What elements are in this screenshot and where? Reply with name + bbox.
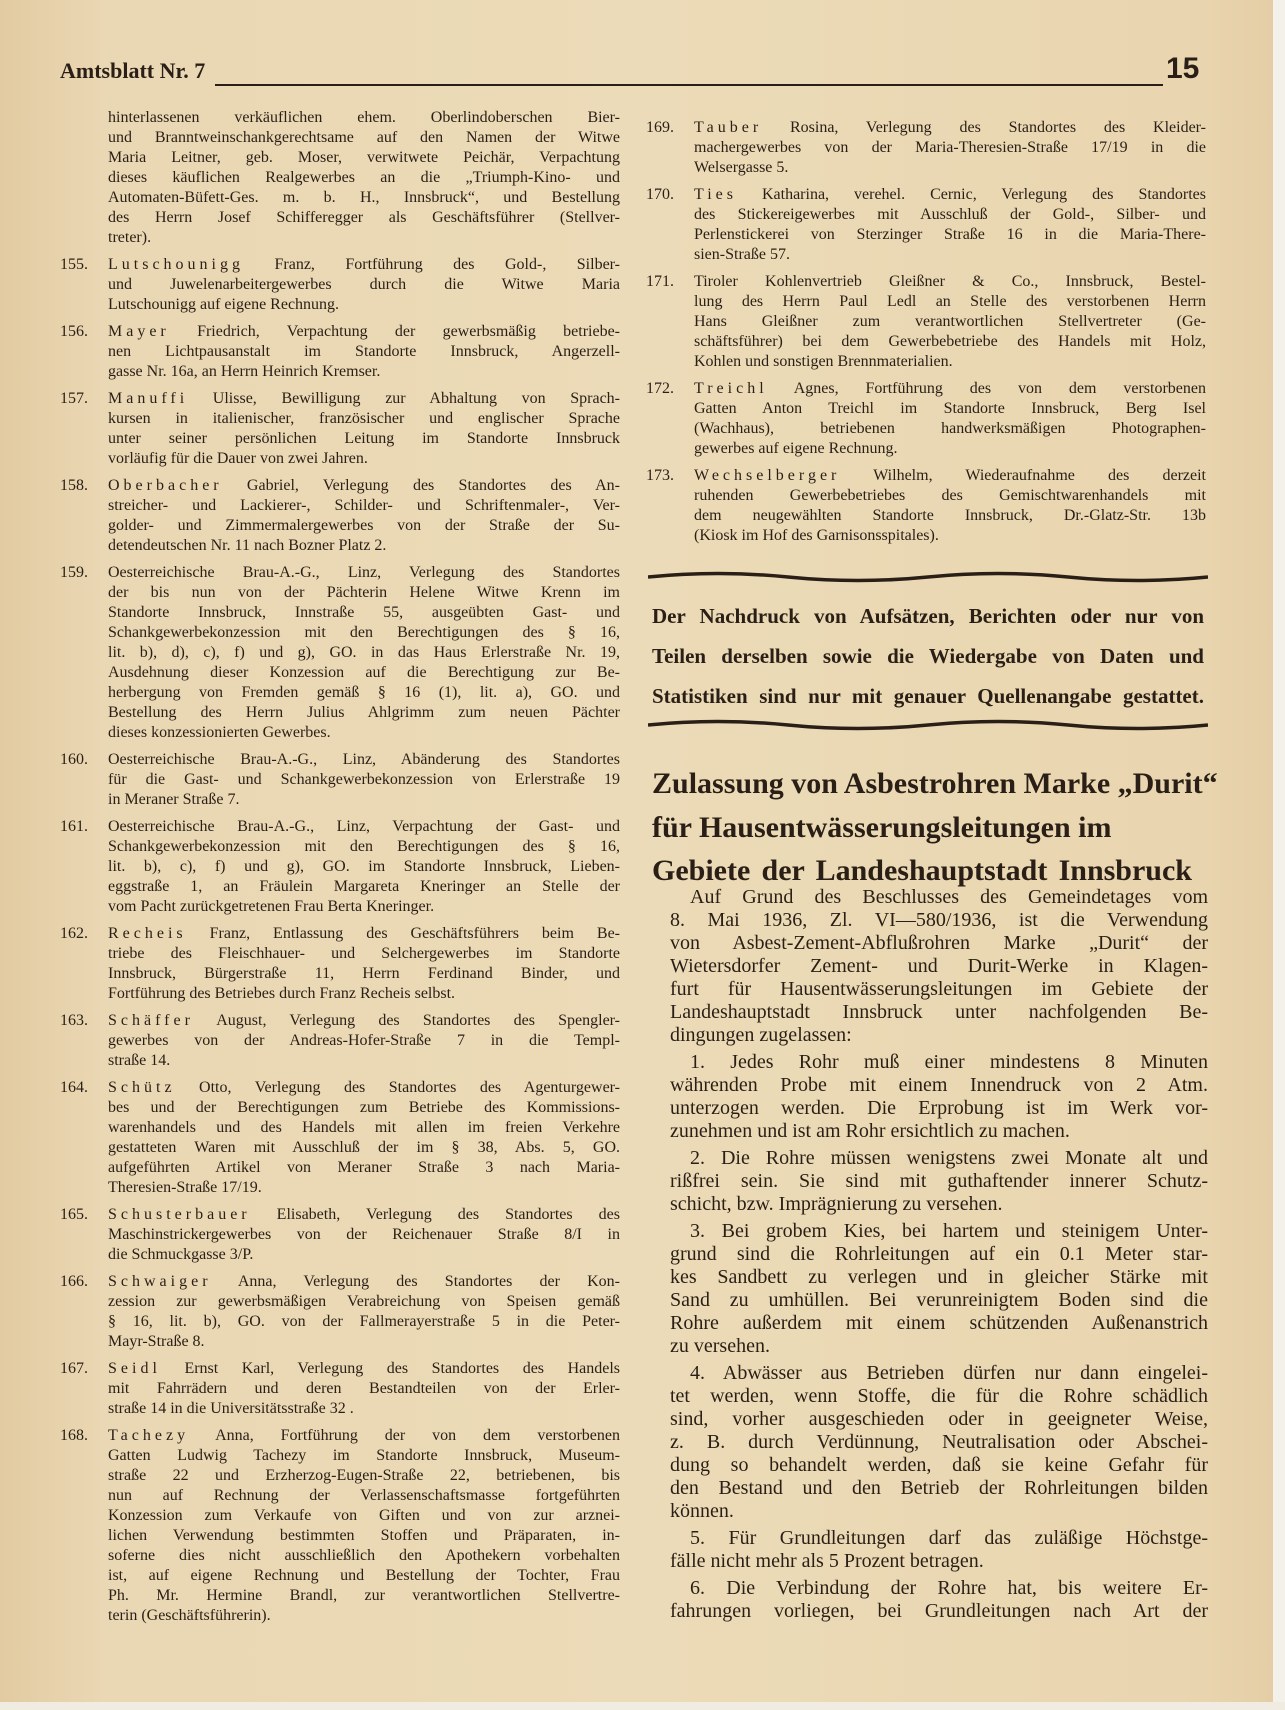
headline-line: Zulassung von Asbestrohren Marke „Durit“ <box>652 767 1218 800</box>
line-text: Schankgewerbekonzession mit den Berechtigungen des § 16, <box>108 838 620 855</box>
entry-name: Ties <box>694 186 737 203</box>
text-line <box>108 1245 620 1265</box>
line-text: Elisabeth, Verlegung des Standortes des <box>276 1206 620 1223</box>
text-line <box>108 1359 620 1379</box>
line-text: Oesterreichische Brau-A.-G., Linz, Verpachtung der Gast- und <box>108 818 620 835</box>
page-edge <box>1273 0 1285 1710</box>
line-text: herbergung von Fremden gemäß § 16 (1), lit. a), GO. und <box>108 684 620 701</box>
entry-number: 169. <box>646 119 674 136</box>
text-line: furt für Hausentwässerungsleitungen im Gebiete der <box>670 978 1208 1000</box>
entry-name: Schütz <box>108 1079 176 1096</box>
entry-number: 167. <box>60 1360 88 1377</box>
text-line <box>108 924 620 944</box>
line-text: gewerbes auf eigene Rechnung. <box>694 440 898 457</box>
text-line <box>694 292 1206 312</box>
register-entry <box>60 1011 620 1071</box>
entry-number: 155. <box>60 256 88 273</box>
line-text: Perlenstickerei von Sterzinger Straße 16 in die Maria-There- <box>694 226 1206 243</box>
text-line <box>108 168 620 188</box>
line-text: dieses konzessionierten Gewerbes. <box>108 724 331 741</box>
page-number: 15 <box>1166 52 1200 85</box>
publication-title: Amtsblatt Nr. 7 <box>60 58 206 83</box>
line-text: Ernst Karl, Verlegung des Standortes des Handels <box>184 1360 620 1377</box>
line-text: Innsbruck, Bürgerstraße 11, Herrn Ferdinand Binder, und <box>108 965 620 982</box>
text-line <box>108 389 620 409</box>
line-text: gewerbes von der Andreas-Hofer-Straße 7 in die Templ- <box>108 1032 620 1049</box>
line-text: zession zur gewerbsmäßigen Verabreichung von Speisen gemäß <box>108 1293 620 1310</box>
entry-name: Tauber <box>694 119 763 136</box>
text-line <box>108 964 620 984</box>
line-text: Katharina, verehel. Cernic, Verlegung des Standortes <box>761 186 1206 203</box>
text-line: zunehmen und ist am Rohr ersichtlich zu machen. <box>670 1120 1070 1142</box>
text-line <box>108 1466 620 1486</box>
text-line <box>108 1506 620 1526</box>
text-line: rißfrei sein. Sie sind mit guthaftender innerer Schutz- <box>670 1170 1208 1192</box>
line-text: Gatten Ludwig Tachezy im Standorte Innsbruck, Museum- <box>108 1447 620 1464</box>
text-line <box>694 205 1206 225</box>
line-text: straße 14 in die Universitätsstraße 32 . <box>108 1400 354 1417</box>
text-line <box>108 148 620 168</box>
line-text: § 16, lit. b), GO. von der Fallmerayerstraße 5 in die Peter- <box>108 1313 620 1330</box>
text-line <box>108 583 620 603</box>
text-line <box>694 399 1206 419</box>
register-entry <box>60 1359 620 1419</box>
entry-number: 164. <box>60 1079 88 1096</box>
entry-name: Tachezy <box>108 1427 190 1444</box>
line-text: treter). <box>108 229 152 246</box>
line-text: des Herrn Josef Schifferegger als Geschäftsführer (Stellver- <box>108 209 620 226</box>
line-text: terin (Geschäftsführerin). <box>108 1607 271 1624</box>
text-line: Auf Grund des Beschlusses des Gemeindetages vom <box>690 886 1208 908</box>
line-text: golder- und Zimmermalergewerbes von der Straße der Su- <box>108 517 620 534</box>
entry-name: Recheis <box>108 925 187 942</box>
text-line <box>694 352 1206 372</box>
line-text: triebe des Fleischhauer- und Selchergewerbes im Standorte <box>108 945 620 962</box>
continued-entry <box>60 108 620 248</box>
text-line <box>108 1606 620 1626</box>
register-entry <box>646 118 1206 178</box>
line-text: dieses käuflichen Realgewerbes an die „Triumph-Kino- und <box>108 169 620 186</box>
register-entry <box>60 924 620 1004</box>
text-line <box>108 837 620 857</box>
headline-line: für Hausentwässerungsleitungen im <box>652 810 1112 844</box>
text-line <box>694 245 1206 265</box>
line-text: Franz, Entlassung des Geschäftsführers beim Be- <box>209 925 621 942</box>
register-entry <box>60 817 620 917</box>
entry-number: 173. <box>646 467 674 484</box>
line-text: machergewerbes von der Maria-Theresien-Straße 17/19 in die <box>694 139 1206 156</box>
headline-line: Gebiete der Landeshauptstadt Innsbruck <box>652 854 1192 887</box>
text-line <box>108 683 620 703</box>
entry-name: Schwaiger <box>108 1273 212 1290</box>
text-line: z. B. durch Verdünnung, Neutralisation oder Abschei- <box>670 1431 1208 1453</box>
line-text: aufgeführten Artikel von Meraner Straße 3 nach Maria- <box>108 1159 620 1176</box>
notice-line: Teilen derselben sowie die Wiedergabe von Daten und <box>652 644 1204 668</box>
line-text: Konzession zum Verkaufe von Giften und von zur arznei- <box>108 1507 620 1524</box>
text-line <box>108 1486 620 1506</box>
line-text: Wilhelm, Wiederaufnahme des derzeit <box>873 467 1207 484</box>
line-text: warenhandels und des Handels mit allen im freien Verkehre <box>108 1119 620 1136</box>
text-line <box>108 409 620 429</box>
text-line <box>108 342 620 362</box>
line-text: Fortführung des Betriebes durch Franz Recheis selbst. <box>108 985 456 1002</box>
line-text: August, Verlegung des Standortes des Spengler- <box>216 1012 621 1029</box>
entry-name: Treichl <box>694 380 768 397</box>
text-line <box>108 1051 620 1071</box>
text-line <box>694 138 1206 158</box>
entry-number: 168. <box>60 1427 88 1444</box>
text-line <box>108 362 620 382</box>
entry-number: 166. <box>60 1273 88 1290</box>
line-text: eggstraße 1, an Fräulein Margareta Kneringer an Stelle der <box>108 878 620 895</box>
text-line: Landeshauptstadt Innsbruck unter nachfolgenden Be- <box>670 1001 1208 1023</box>
register-entry <box>60 255 620 315</box>
text-line: grund sind die Rohrleitungen auf ein 0.1 Meter star- <box>670 1243 1208 1265</box>
text-line <box>694 158 1206 178</box>
line-text: Gatten Anton Treichl im Standorte Innsbruck, Berg Isel <box>694 400 1206 417</box>
entry-name: Manuffi <box>108 390 189 407</box>
line-text: Standorte Innsbruck, Innstraße 55, ausgeübten Gast- und <box>108 604 620 621</box>
text-line <box>108 603 620 623</box>
article-paragraph <box>670 1051 1208 1143</box>
text-line <box>108 1011 620 1031</box>
text-line: 4. Abwässer aus Betrieben dürfen nur dann eingelei- <box>690 1362 1208 1384</box>
register-entry <box>60 1078 620 1198</box>
text-line: fahrungen vorliegen, bei Grundleitungen nach Art der <box>670 1600 1208 1622</box>
article-paragraph <box>670 1220 1208 1358</box>
line-text: Agnes, Fortführung des von dem verstorbenen <box>793 380 1207 397</box>
text-line <box>694 466 1206 486</box>
entry-name: Lutschounigg <box>108 256 244 273</box>
text-line <box>108 1205 620 1225</box>
register-entry <box>60 750 620 810</box>
text-line <box>108 944 620 964</box>
text-line <box>694 379 1206 399</box>
article-paragraph <box>670 1527 1208 1573</box>
entry-number: 162. <box>60 925 88 942</box>
text-line <box>694 526 1206 546</box>
register-entry <box>60 476 620 556</box>
article-paragraph <box>670 1147 1208 1216</box>
wavy-rule-bottom <box>648 718 1208 732</box>
text-line <box>108 1272 620 1292</box>
text-line: fälle nicht mehr als 5 Prozent betragen. <box>670 1550 984 1572</box>
line-text: Oesterreichische Brau-A.-G., Linz, Verlegung des Standortes <box>108 564 620 581</box>
line-text: Mayr-Straße 8. <box>108 1333 205 1350</box>
text-line: tet werden, wenn Stoffe, die für die Rohre schädlich <box>670 1385 1208 1407</box>
text-line: währenden Probe mit einem Innendruck von 2 Atm. <box>670 1074 1208 1096</box>
line-text: Schankgewerbekonzession mit den Berechtigungen des § 16, <box>108 624 620 641</box>
text-line <box>108 723 620 743</box>
line-text: vom Pacht zurückgetretenen Frau Berta Kneringer. <box>108 898 435 915</box>
text-line <box>108 1332 620 1352</box>
left-column <box>60 108 620 1633</box>
register-entry <box>60 1205 620 1265</box>
text-line <box>108 1586 620 1606</box>
line-text: Anna, Fortführung der von dem verstorbenen <box>215 1427 621 1444</box>
text-line: 8. Mai 1936, Zl. VI—580/1936, ist die Verwendung <box>670 909 1208 931</box>
line-text: Gabriel, Verlegung des Standortes des An- <box>246 477 621 494</box>
text-line <box>108 449 620 469</box>
text-line <box>108 1158 620 1178</box>
text-line: schicht, bzw. Imprägnierung zu versehen. <box>670 1193 1003 1215</box>
register-entry <box>646 379 1206 459</box>
text-line <box>108 1312 620 1332</box>
text-line <box>108 663 620 683</box>
text-line <box>694 225 1206 245</box>
line-text: soferne dies nicht ausschließlich den Apothekern vorbehalten <box>108 1547 620 1564</box>
line-text: straße 14. <box>108 1052 171 1069</box>
line-text: (Kiosk im Hof des Garnisonsspitales). <box>694 527 939 544</box>
text-line: den Bestand und den Betrieb der Rohrleitungen bilden <box>670 1477 1208 1499</box>
line-text: Hans Gleißner zum verantwortlichen Stellvertreter (Ge- <box>694 313 1206 330</box>
line-text: Automaten-Büfett-Ges. m. b. H., Innsbruck“, und Bestellung <box>108 189 620 206</box>
article-paragraph <box>670 1577 1208 1623</box>
line-text: Lutschounigg auf eigene Rechnung. <box>108 296 340 313</box>
entry-name: Schäffer <box>108 1012 194 1029</box>
text-line: Wietersdorfer Zement- und Durit-Werke in Klagen- <box>670 955 1208 977</box>
text-line <box>108 108 620 128</box>
text-line <box>108 1138 620 1158</box>
line-text: dem neugewählten Standorte Innsbruck, Dr.-Glatz-Str. 13b <box>694 507 1206 524</box>
line-text: Ph. Mr. Hermine Brandl, zur verantwortlichen Stellvertre- <box>108 1587 620 1604</box>
line-text: Tiroler Kohlenvertrieb Gleißner & Co., Innsbruck, Bestel- <box>694 273 1206 290</box>
text-line <box>108 516 620 536</box>
line-text: ist, auf eigene Rechnung und Bestellung der Tochter, Frau <box>108 1567 620 1584</box>
notice-line: Statistiken sind nur mit genauer Quellenangabe gestattet. <box>652 684 1204 708</box>
text-line <box>108 1098 620 1118</box>
line-text: gasse Nr. 16a, an Herrn Heinrich Kremser. <box>108 363 381 380</box>
line-text: lichen Verwendung bestimmten Stoffen und Präparaten, in- <box>108 1527 620 1544</box>
entry-number: 172. <box>646 380 674 397</box>
text-line: Sand zu umhüllen. Bei verunreinigtem Boden sind die <box>670 1289 1208 1311</box>
line-text: Oesterreichische Brau-A.-G., Linz, Abänderung des Standortes <box>108 751 620 768</box>
text-line <box>108 790 620 810</box>
line-text: der bis nun von der Pächterin Helene Witwe Krenn im <box>108 584 620 601</box>
text-line <box>108 984 620 1004</box>
text-line <box>108 255 620 275</box>
register-entry <box>60 389 620 469</box>
text-line <box>108 476 620 496</box>
article-paragraph <box>670 886 1208 1047</box>
line-text: straße 22 und Erzherzog-Eugen-Straße 22, betriebenen, bis <box>108 1467 620 1484</box>
text-line: zu versehen. <box>670 1335 770 1357</box>
register-entry <box>60 1272 620 1352</box>
text-line <box>108 1379 620 1399</box>
text-line <box>108 1566 620 1586</box>
text-line <box>108 128 620 148</box>
text-line <box>108 623 620 643</box>
text-line <box>108 429 620 449</box>
text-line <box>108 857 620 877</box>
line-text: Bestellung des Herrn Julius Ahlgrimm zum neuen Pächter <box>108 704 620 721</box>
entry-name: Schusterbauer <box>108 1206 251 1223</box>
text-line <box>108 1526 620 1546</box>
text-line: Rohre außerdem mit einem schützenden Außenanstrich <box>670 1312 1208 1334</box>
text-line <box>108 536 620 556</box>
text-line: können. <box>670 1500 734 1522</box>
line-text: streicher- und Lackierer-, Schilder- und Schriftenmaler-, Ver- <box>108 497 620 514</box>
line-text: für die Gast- und Schankgewerbekonzession von Erlerstraße 19 <box>108 771 620 788</box>
text-line <box>694 118 1206 138</box>
text-line <box>108 1178 620 1198</box>
line-text: Friedrich, Verpachtung der gewerbsmäßig betriebe- <box>197 323 621 340</box>
line-text: Ulisse, Bewilligung zur Abhaltung von Sprach- <box>212 390 620 407</box>
line-text: und Branntweinschankgerechtsame auf den Namen der Witwe <box>108 129 620 146</box>
line-text: des Stickereigewerbes mit Ausschluß der Gold-, Silber- und <box>694 206 1206 223</box>
line-text: Ausdehnung dieser Konzession auf die Berechtigung zur Be- <box>108 664 620 681</box>
entry-number: 158. <box>60 477 88 494</box>
text-line <box>108 817 620 837</box>
line-text: nun auf Rechnung der Verlassenschaftsmasse fortgeführten <box>108 1487 620 1504</box>
line-text: kursen in italienischer, französischer und englischer Sprache <box>108 410 620 427</box>
text-line <box>108 897 620 917</box>
entry-number: 157. <box>60 390 88 407</box>
line-text: nen Lichtpausanstalt im Standorte Innsbruck, Angerzell- <box>108 343 620 360</box>
line-text: vorläufig für die Dauer von zwei Jahren. <box>108 450 368 467</box>
register-entry <box>60 563 620 743</box>
line-text: lit. b), c), f) und g), GO. im Standorte Innsbruck, Lieben- <box>108 858 620 875</box>
line-text: ruhenden Gewerbebetriebes des Gemischtwarenhandels mit <box>694 487 1206 504</box>
text-line <box>108 1078 620 1098</box>
article-paragraph <box>670 1362 1208 1523</box>
register-entry <box>646 272 1206 372</box>
page-edge-bottom <box>0 1702 1285 1710</box>
notice-line: Der Nachdruck von Aufsätzen, Berichten oder nur von <box>652 604 1204 628</box>
text-line <box>108 208 620 228</box>
text-line <box>108 1118 620 1138</box>
text-line <box>108 703 620 723</box>
line-text: Theresien-Straße 17/19. <box>108 1179 262 1196</box>
entry-name: Mayer <box>108 323 170 340</box>
line-text: Rosina, Verlegung des Standortes des Kleider- <box>789 119 1207 136</box>
text-line <box>108 1292 620 1312</box>
reprint-notice <box>652 596 1204 716</box>
text-line <box>108 877 620 897</box>
line-text: schäftsführer) bei dem Gewerbebetriebe des Handels mit Holz, <box>694 333 1206 350</box>
text-line: 2. Die Rohre müssen wenigstens zwei Monate alt und <box>690 1147 1208 1169</box>
wavy-rule-top <box>648 570 1208 584</box>
text-line: von Asbest-Zement-Abflußrohren Marke „Durit“ der <box>670 932 1208 954</box>
entry-number: 160. <box>60 751 88 768</box>
line-text: Anna, Verlegung des Standortes der Kon- <box>237 1273 620 1290</box>
text-line: unterzogen werden. Die Erprobung ist im Werk vor- <box>670 1097 1208 1119</box>
text-line <box>694 332 1206 352</box>
article-body <box>670 886 1208 1627</box>
text-line: 1. Jedes Rohr muß einer mindestens 8 Minuten <box>690 1051 1208 1073</box>
entry-number: 170. <box>646 186 674 203</box>
text-line <box>108 1031 620 1051</box>
entry-name: Seidl <box>108 1360 161 1377</box>
text-line <box>108 563 620 583</box>
article-headline <box>652 762 1218 893</box>
line-text: Maschinstrickergewerbes von der Reichenauer Straße 8/I in <box>108 1226 620 1243</box>
text-line <box>108 750 620 770</box>
register-entry <box>646 466 1206 546</box>
line-text: hinterlassenen verkäuflichen ehem. Oberlindoberschen Bier- <box>108 109 620 126</box>
text-line: sind, vorher ausgeschieden oder in geeigneter Weise, <box>670 1408 1208 1430</box>
text-line <box>694 486 1206 506</box>
text-line: 6. Die Verbindung der Rohre hat, bis weitere Er- <box>690 1577 1208 1599</box>
line-text: in Meraner Straße 7. <box>108 791 240 808</box>
entry-number: 165. <box>60 1206 88 1223</box>
text-line: 5. Für Grundleitungen darf das zuläßige Höchstge- <box>690 1527 1208 1549</box>
text-line: kes Sandbett zu verlegen und in gleicher Stärke mit <box>670 1266 1208 1288</box>
register-entry <box>60 322 620 382</box>
text-line: dingungen zugelassen: <box>670 1024 852 1046</box>
right-column-entries <box>646 118 1206 553</box>
text-line <box>694 272 1206 292</box>
text-line <box>108 1426 620 1446</box>
line-text: lit. b), d), c), f) und g), GO. in das Haus Erlerstraße Nr. 19, <box>108 644 620 661</box>
line-text: detendeutschen Nr. 11 nach Bozner Platz 2. <box>108 537 387 554</box>
text-line <box>108 188 620 208</box>
line-text: mit Fahrrädern und deren Bestandteilen von der Erler- <box>108 1380 620 1397</box>
line-text: gestatteten Waren mit Ausschluß der im § 38, Abs. 5, GO. <box>108 1139 620 1156</box>
entry-name: Oberbacher <box>108 477 223 494</box>
text-line <box>108 1225 620 1245</box>
line-text: Welsergasse 5. <box>694 159 789 176</box>
header-rule <box>215 84 1163 86</box>
entry-number: 156. <box>60 323 88 340</box>
text-line <box>108 1546 620 1566</box>
entry-number: 159. <box>60 564 88 581</box>
line-text: und Juwelenarbeitergewerbes durch die Witwe Maria <box>108 276 620 293</box>
line-text: unter seiner persönlichen Leitung im Standorte Innsbruck <box>108 430 620 447</box>
line-text: (Wachhaus), betriebenen handwerksmäßigen Photographen- <box>694 420 1206 437</box>
register-entry <box>60 1426 620 1626</box>
text-line <box>694 312 1206 332</box>
line-text: Kohlen und sonstigen Brennmaterialien. <box>694 353 953 370</box>
text-line <box>108 496 620 516</box>
text-line: dung so behandelt werden, daß sie keine Gefahr für <box>670 1454 1208 1476</box>
register-entry <box>646 185 1206 265</box>
text-line <box>694 185 1206 205</box>
text-line <box>694 419 1206 439</box>
text-line <box>108 1446 620 1466</box>
text-line <box>694 506 1206 526</box>
line-text: Otto, Verlegung des Standortes des Agenturgewer- <box>199 1079 621 1096</box>
text-line <box>108 295 620 315</box>
text-line: 3. Bei grobem Kies, bei hartem und steinigem Unter- <box>690 1220 1208 1242</box>
line-text: lung des Herrn Paul Ledl an Stelle des verstorbenen Herrn <box>694 293 1206 310</box>
entry-name: Wechselberger <box>694 467 841 484</box>
text-line <box>108 643 620 663</box>
line-text: Maria Leitner, geb. Moser, verwitwete Peichär, Verpachtung <box>108 149 620 166</box>
text-line <box>108 322 620 342</box>
line-text: Franz, Fortführung des Gold-, Silber- <box>274 256 621 273</box>
line-text: bes und der Berechtigungen zum Betriebe des Kommissions- <box>108 1099 620 1116</box>
text-line <box>108 228 620 248</box>
line-text: die Schmuckgasse 3/P. <box>108 1246 254 1263</box>
entry-number: 163. <box>60 1012 88 1029</box>
entry-number: 161. <box>60 818 88 835</box>
text-line <box>694 439 1206 459</box>
text-line <box>108 1399 620 1419</box>
text-line <box>108 275 620 295</box>
line-text: sien-Straße 57. <box>694 246 790 263</box>
entry-number: 171. <box>646 273 674 290</box>
text-line <box>108 770 620 790</box>
